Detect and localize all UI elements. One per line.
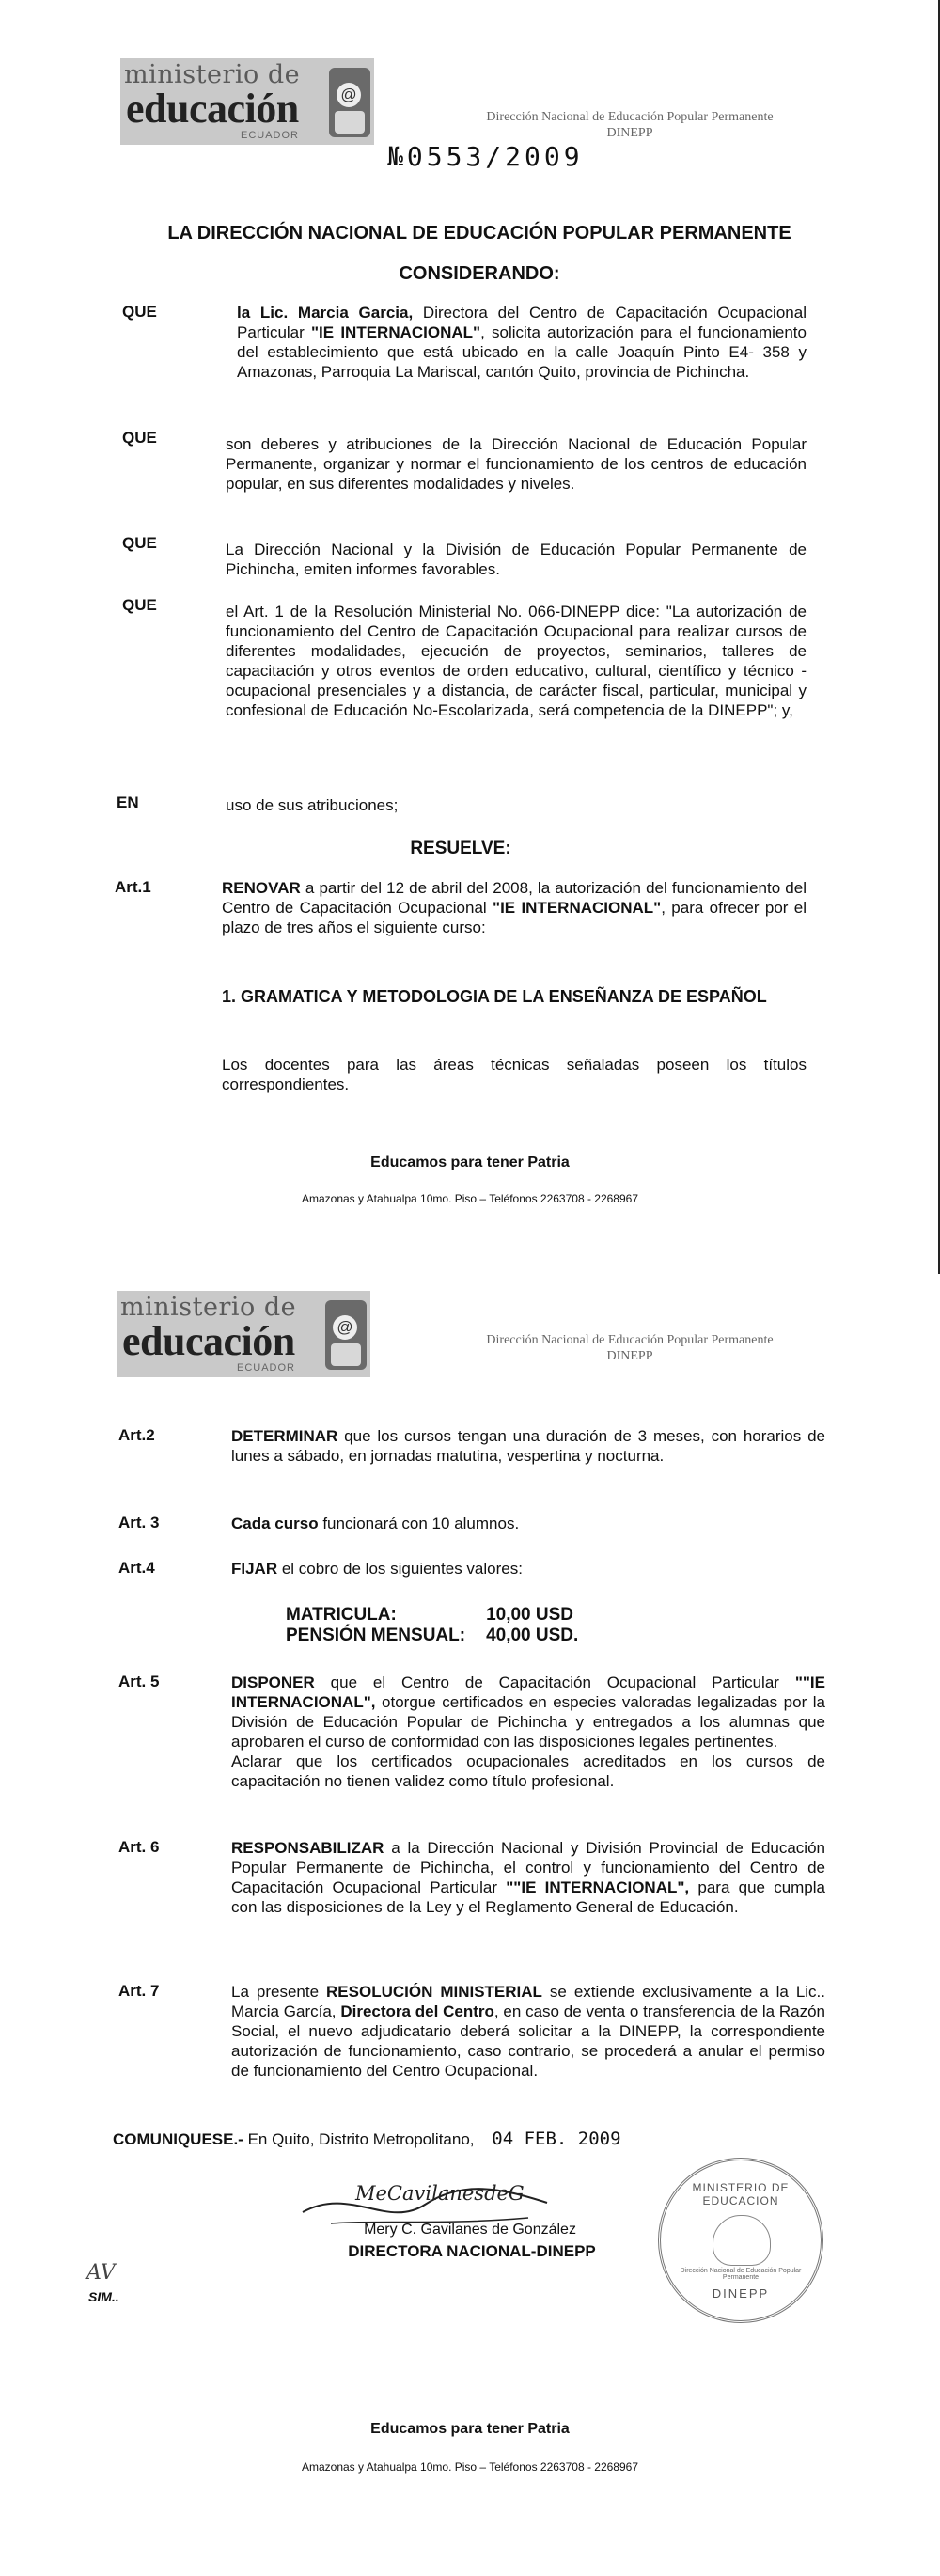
stamp-middle-text: Dirección Nacional de Educación Popular Permanente <box>680 2268 802 2281</box>
article-text: se extiende exclusivamente a la Lic.. Marcia García, <box>231 1983 826 2020</box>
department-name: Dirección Nacional de Educación Popular Permanente <box>486 1333 774 1347</box>
docentes-note: Los docentes para las áreas técnicas señaladas poseen los títulos correspondientes. <box>222 1056 807 1093</box>
article-text: a partir del 12 de abril del 2008, la autorización del funcionamiento del Centro de Capacitación Ocupacional <box>222 879 807 917</box>
clause-text: Directora del Centro de Capacitación Ocupacional Particular <box>237 304 807 341</box>
fee-value: 10,00 USD <box>486 1605 574 1625</box>
comuniquese-label: COMUNIQUESE.- <box>113 2130 243 2148</box>
article-text: La presente <box>231 1983 327 2001</box>
article-text: , para ofrecer por el plazo de tres años el siguiente curso: <box>222 899 807 936</box>
ministry-logo <box>117 1291 370 1377</box>
logo-text-line3: ECUADOR <box>237 1362 296 1374</box>
article-label: Art. 5 <box>118 1673 160 1690</box>
clause-en: uso de sus atribuciones; <box>226 796 399 814</box>
article-label: Art. 3 <box>118 1514 160 1531</box>
logo-text-line2: educación <box>122 1318 295 1364</box>
logo-text-line1: ministerio de <box>120 1293 297 1322</box>
document-title: LA DIRECCIÓN NACIONAL DE EDUCACIÓN POPULAR PERMANENTE <box>167 223 791 243</box>
fee-row <box>286 1626 599 1646</box>
fee-name: MATRICULA: <box>286 1605 397 1625</box>
logo-text-line3: ECUADOR <box>241 130 300 141</box>
footer-address: Amazonas y Atahualpa 10mo. Piso – Teléfonos 2263708 - 2268967 <box>301 2460 639 2474</box>
department-header <box>442 109 818 141</box>
fee-value: 40,00 USD. <box>486 1626 579 1645</box>
course-title: 1. GRAMATICA Y METODOLOGIA DE LA ENSEÑANZA DE ESPAÑOL <box>222 987 767 1006</box>
article-7 <box>231 1982 825 2081</box>
article-label: Art.2 <box>118 1426 155 1444</box>
article-bold-lead: Cada curso <box>231 1515 319 1532</box>
department-acronym: DINEPP <box>606 126 653 140</box>
article-5 <box>231 1673 825 1791</box>
clause-label: QUE <box>122 429 157 447</box>
signatory-name: Mery C. Gavilanes de González <box>364 2222 576 2238</box>
clause-label: QUE <box>122 303 157 321</box>
article-label: Art. 6 <box>118 1838 160 1856</box>
footer-address: Amazonas y Atahualpa 10mo. Piso – Teléfonos 2263708 - 2268967 <box>301 1192 639 1205</box>
fee-name: PENSIÓN MENSUAL: <box>286 1626 466 1645</box>
clause-label: QUE <box>122 534 157 552</box>
signatory-title: DIRECTORA NACIONAL-DINEPP <box>348 2242 596 2260</box>
department-name: Dirección Nacional de Educación Popular Permanente <box>486 110 774 124</box>
coat-of-arms-icon <box>713 2215 771 2266</box>
article-6 <box>231 1838 825 1917</box>
center-name: "IE INTERNACIONAL" <box>493 899 662 917</box>
considerando-heading: CONSIDERANDO: <box>399 263 560 284</box>
clause-label: QUE <box>122 596 157 614</box>
article-note: Aclarar que los certificados ocupacionales acreditados en los cursos de capacitación no tienen validez como título profesional. <box>231 1752 825 1790</box>
article-label: Art.4 <box>118 1559 155 1577</box>
article-2 <box>231 1426 825 1466</box>
article-text: funcionará con 10 alumnos. <box>318 1515 520 1532</box>
fees-table <box>286 1605 599 1646</box>
at-icon: @ <box>337 83 361 107</box>
article-text: para que cumpla con las disposiciones de la Ley y el Reglamento General de Educación. <box>231 1878 825 1916</box>
article-bold-lead: DETERMINAR <box>231 1427 338 1445</box>
comuniquese-text: En Quito, Distrito Metropolitano, <box>243 2130 475 2148</box>
center-name: "IE INTERNACIONAL" <box>311 323 481 341</box>
article-4 <box>231 1559 825 1579</box>
department-acronym: DINEPP <box>606 1349 653 1363</box>
clause-bold-lead: la Lic. Marcia Garcia, <box>237 304 414 322</box>
resuelve-heading: RESUELVE: <box>410 839 511 858</box>
official-stamp <box>658 2158 823 2323</box>
clause-text: , solicita autorización para el funcionamiento del establecimiento que está ubicado en la calle Joaquín Pinto E4- 358 y Amazonas, Parroquia La Mariscal, cantón Quito, provincia de Pichincha. <box>237 323 807 381</box>
director-role: Directora del Centro <box>340 2003 494 2020</box>
article-bold-lead: RENOVAR <box>222 879 301 897</box>
article-text: , en caso de venta o transferencia de la Razón Social, el nuevo adjudicatario deberá solicitar a la DINEPP, la correspondiente autorización de funcionamiento, caso contrario, se procederá a anular el permiso de funcionamiento del Centro Ocupacional. <box>231 2003 825 2080</box>
footer-motto: Educamos para tener Patria <box>370 2421 570 2437</box>
center-name: ""IE INTERNACIONAL", <box>506 1878 690 1896</box>
document-page-2 <box>0 1274 940 2576</box>
logo-text-line1: ministerio de <box>124 60 301 89</box>
ministry-logo <box>120 58 374 145</box>
article-bold-lead: RESOLUCIÓN MINISTERIAL <box>326 1983 542 2001</box>
initials-mark: AV <box>86 2261 116 2285</box>
initials-text: SIM.. <box>88 2289 119 2304</box>
hand-icon <box>331 1343 361 1366</box>
document-page-1 <box>0 0 940 1274</box>
article-text: que los cursos tengan una duración de 3 meses, con horarios de lunes a sábado, en jornadas matutina, vespertina y nocturna. <box>231 1427 825 1465</box>
footer-motto: Educamos para tener Patria <box>370 1154 570 1170</box>
fee-row <box>286 1605 599 1626</box>
resolution-number: №0553/2009 <box>387 141 584 172</box>
comuniquese-line <box>113 2129 771 2149</box>
stamp-bottom-text: DINEPP <box>712 2286 770 2301</box>
article-bold-lead: FIJAR <box>231 1560 278 1578</box>
signature-scribble-text: MeCavilanesdeG <box>355 2182 525 2205</box>
article-bold-lead: RESPONSABILIZAR <box>231 1839 384 1857</box>
logo-badge-icon <box>325 1300 367 1370</box>
department-header <box>442 1332 818 1364</box>
at-icon: @ <box>333 1315 357 1340</box>
date-stamp: 04 FEB. 2009 <box>492 2128 621 2149</box>
article-3 <box>231 1514 825 1533</box>
article-text: el cobro de los siguientes valores: <box>277 1560 523 1578</box>
article-label: Art. 7 <box>118 1982 160 2000</box>
article-text: a la Dirección Nacional y División Provincial de Educación Popular Permanente de Pichincha, el control y funcionamiento del Centro de Capacitación Ocupacional Particular <box>231 1839 825 1896</box>
article-label: Art.1 <box>115 878 151 896</box>
clause-que-3: La Dirección Nacional y la División de Educación Popular Permanente de Pichincha, emiten informes favorables. <box>226 541 807 578</box>
clause-que-1 <box>237 303 807 382</box>
article-1 <box>222 878 807 937</box>
clause-que-4: el Art. 1 de la Resolución Ministerial No. 066-DINEPP dice: "La autorización de funcionamiento del Centro de Capacitación Ocupacional para realizar cursos de diferentes modalidades, ejecución de proyectos, seminarios, talleres de capacitación y otros eventos de orden educativo, cultural, científico y técnico - ocupacional presenciales y a distancia, de carácter fiscal, particular, municipal y confesional de Educación No-Escolarizada, será competencia de la DINEPP"; y, <box>226 603 807 719</box>
article-text: que el Centro de Capacitación Ocupacional Particular <box>314 1673 795 1691</box>
clause-que-2: son deberes y atribuciones de la Dirección Nacional de Educación Popular Permanente, organizar y normar el funcionamiento de los centros de educación popular, en sus diferentes modalidades y niveles. <box>226 435 807 493</box>
article-text: otorgue certificados en especies valoradas legalizadas por la División de Educación Popular de Pichincha y entregados a los alumnas que aprobaren el curso de conformidad con las disposiciones legales pertinentes. <box>231 1693 825 1751</box>
center-name: ""IE INTERNACIONAL", <box>231 1673 825 1711</box>
stamp-top-text: MINISTERIO DE EDUCACION <box>692 2181 790 2207</box>
logo-text-line2: educación <box>126 86 299 132</box>
hand-icon <box>335 111 365 134</box>
logo-badge-icon <box>329 68 370 137</box>
article-bold-lead: DISPONER <box>231 1673 315 1691</box>
clause-label: EN <box>117 793 139 811</box>
